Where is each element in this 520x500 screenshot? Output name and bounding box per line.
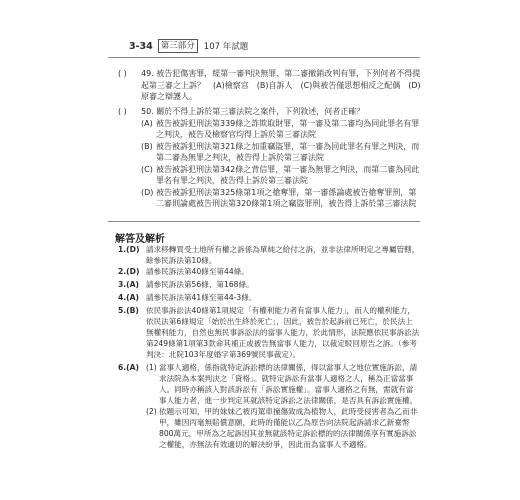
question-text: 49. 被告犯傷害罪，經第一審判決無罪、第二審撤銷改判有罪，下列何者不得提起第三審之上訴？ (A)檢察官 (B)自訴人 (C)與被告僅思想相反之配偶 (D)原審之辯護人。 — [141, 69, 421, 101]
section-divider — [108, 221, 420, 222]
page-header — [129, 38, 248, 54]
answer-4: 4.(A) 請參民訴法第41條至第44-3條。 — [118, 293, 257, 302]
option-c: (C) 被告被訴犯刑法第342條之背信罪，第一審為無罪之判決，而第二審為同此罪名有罪之判決，被告得上訴於第三審法院 — [141, 164, 420, 185]
answer-5: 5.(B) 依民事訴訟法40條第1項規定「有權利能力者有當事人能力」，而人的權利能力，依民法第6條規定「始於出生終於死亡」，因此，被告於起訴前已死亡，於民法上無權利能力，自然也無民事訴訟法的當事人能力，於此情形，法院應依民事訴訟法第249條第1項第3款命其補正或被告無當事人能力，以裁定駁回原告之訴。（參考判決：北院103年度婚字第369號民事裁定）。 — [118, 306, 420, 359]
answer-6-part-2: (2) 依題示可知，甲的妹妹乙被丙駕車撞傷致成為植物人，此時受侵害者為乙而非甲，雖因丙毫無賠償意願，此時的僅能以乙為原告向法院起訴請求乙新臺幣800萬元，甲所為之起訴因其並無就該特定訴訟標的的法律關係享有實施訴訟之權能，亦無法有效適切的解決紛爭，因此而為當事人不適格。 — [146, 407, 418, 449]
answer-6-part-1: (1) 當事人適格，係指就特定訴訟標的法律關係，得以當事人之地位實施訴訟，請求法院為本案判決之「資格」。就特定訴訟有當事人適格之人，稱為正當當事人。同時亦稱該人對該訴訟有「訴訟實施權」。當事人適格之有無，需就有當事人能力者，進一步判定其就該特定訴訟之法律關係，是否具有訴訟實施權。 — [146, 363, 418, 405]
answer-blank: ( ) — [118, 107, 127, 116]
answer-6: 6.(A) (1) 當事人適格，係指就特定訴訟標的法律關係，得以當事人之地位實施訴訟，請求法院為本案判決之「資格」。就特定訴訟有當事人適格之人，稱為正當當事人。同時亦稱該人對該訴訟有「訴訟實施權」。當事人適格之有無，需就有當事人能力者，進一步判定其就該特定訴訟之法律關係，是否具有訴訟實施權。 (2) 依題示可知，甲的妹妹乙被丙駕車撞傷致成為植物人，此時受侵害者為乙而非甲，雖因丙毫無賠償意願，此時的僅能以乙為原告向法院起訴請求乙新臺幣800萬元，甲所為之起訴因其並無就該特定訴訟標的的法律關係享有實施訴訟之權能，亦無法有效適切的解決紛爭，因此而為當事人不適格。 — [118, 362, 420, 450]
question-49 — [118, 68, 423, 104]
header-divider — [108, 57, 420, 58]
page-number: 3-34 — [129, 40, 153, 52]
year-label: 107 年試題 — [203, 42, 249, 52]
answer-3: 3.(A) 請參民訴法第56條、第168條。 — [118, 280, 254, 289]
part-label: 第三部分 — [158, 39, 198, 53]
answer-1: 1.(D) 請求移轉買受土地所有權之訴係為單純之給付之訴，並非法律所明定之專屬管轄，餘參民訴法第10條。 — [118, 245, 420, 265]
option-a: (A) 被告被訴犯刑法第339條之詐欺取財罪，第一審及第二審均為同此罪名有罪之判決，被告及檢察官均得上訴於第三審法院 — [141, 118, 420, 139]
answer-blank: ( ) — [118, 69, 127, 78]
question-text: 50. 關於不得上訴於第三審法院之案件，下列敘述，何者正確？ — [141, 107, 365, 116]
answer-2: 2.(D) 請參民訴法第40條至第44條。 — [118, 267, 249, 276]
option-d: (D) 被告被訴犯刑法第325條第1項之搶奪罪，第一審係論處被告搶奪罪刑，第二審則論處被告刑法第320條第1項之竊盜罪刑，被告得上訴於第三審法院 — [141, 187, 417, 208]
answers-section-title: 解答及解析 — [115, 234, 165, 245]
question-50 — [118, 106, 423, 218]
option-b: (B) 被告被訴犯刑法第321條之加重竊盜罪，第一審為同此罪名有罪之判決，而第二審為無罪之判決，被告得上訴於第三審法院 — [141, 141, 420, 162]
